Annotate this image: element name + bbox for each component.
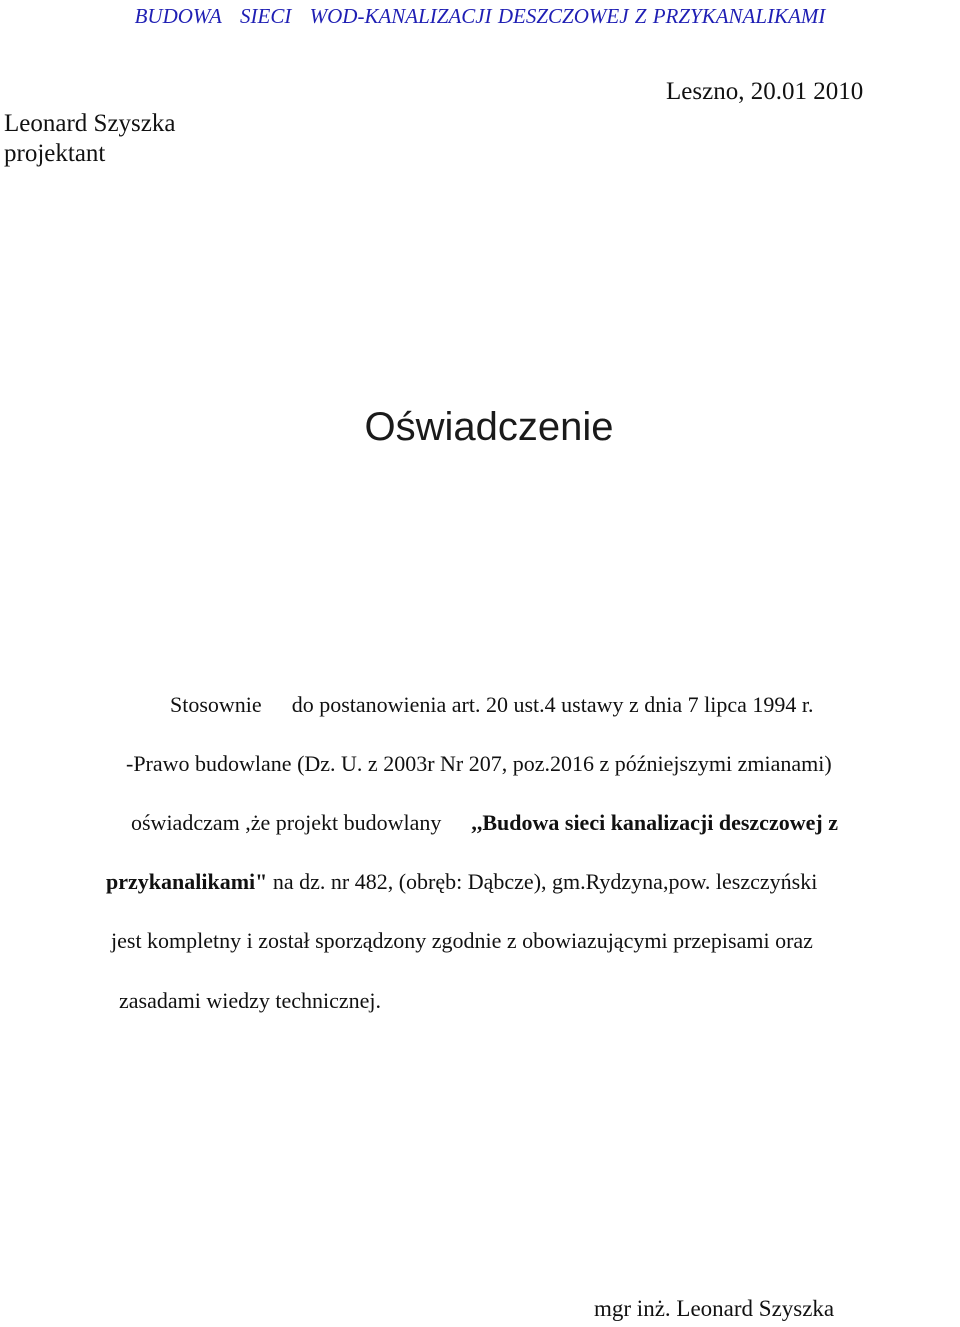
body-line xyxy=(106,869,817,895)
body-text: do postanowienia art. 20 ust.4 ustawy z dnia 7 lipca 1994 r. xyxy=(291,692,814,717)
header-title-part: SIECI xyxy=(240,4,292,28)
body-text: na dz. nr 482, (obręb: Dąbcze), gm.Rydzyna,pow. leszczyński xyxy=(267,869,818,894)
document-title: Oświadczenie xyxy=(364,405,614,449)
project-name-bold: przykanalikami" xyxy=(106,869,268,894)
body-text: oświadczam ,że projekt budowlany xyxy=(131,810,442,835)
author-name: Leonard Szyszka xyxy=(4,110,176,137)
author-role: projektant xyxy=(4,140,106,167)
place-date: Leszno, 20.01 2010 xyxy=(666,78,864,105)
body-line xyxy=(131,810,838,836)
body-line: jest kompletny i został sporządzony zgodnie z obowiazującymi przepisami oraz xyxy=(111,928,813,953)
header-title-part: WOD-KANALIZACJI DESZCZOWEJ Z PRZYKANALIKAMI xyxy=(309,4,826,28)
body-line xyxy=(170,692,813,718)
body-text: Stosownie xyxy=(170,692,262,717)
body-line: -Prawo budowlane (Dz. U. z 2003r Nr 207, poz.2016 z późniejszymi zmianami) xyxy=(126,751,832,776)
signature: mgr inż. Leonard Szyszka xyxy=(594,1296,835,1321)
body-line: zasadami wiedzy technicznej. xyxy=(119,988,382,1013)
project-name-bold: ,,Budowa sieci kanalizacji deszczowej z xyxy=(471,810,838,835)
header-title-part: BUDOWA xyxy=(134,4,222,28)
header-title xyxy=(0,4,960,29)
